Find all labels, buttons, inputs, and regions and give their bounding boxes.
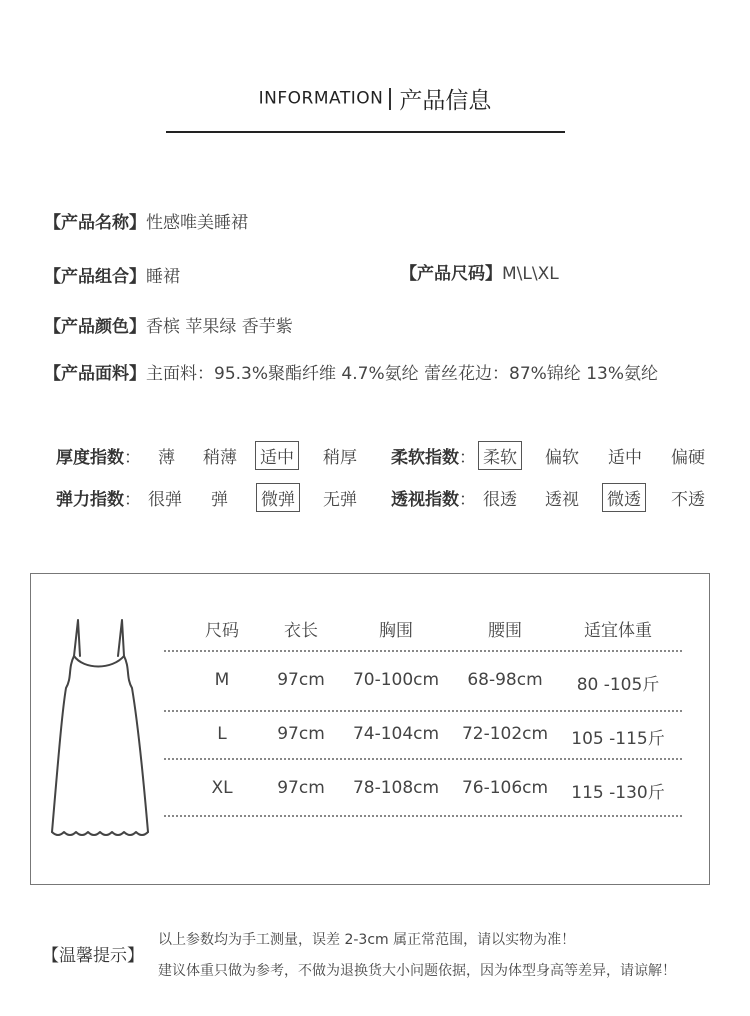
- table-cell: 97cm: [277, 670, 325, 690]
- header-title-cn: 产品信息: [399, 88, 492, 114]
- thickness-index: [56, 443, 141, 468]
- header-underline: [166, 131, 565, 133]
- info-label: 【产品颜色】: [44, 317, 146, 337]
- info-row-color: [44, 312, 293, 337]
- dotted-divider: [164, 815, 682, 817]
- transparency-option: 不透: [671, 490, 705, 510]
- slip-dress-illustration: [44, 612, 156, 844]
- info-label: 【产品尺码】: [400, 264, 502, 284]
- table-cell: 74-104cm: [352, 724, 440, 744]
- transparency-option-selected: 微透: [602, 483, 646, 512]
- info-value: 主面料：95.3%聚酯纤维 4.7%氨纶 蕾丝花边：87%锦纶 13%氨纶: [146, 364, 658, 384]
- index-colon: ：: [459, 490, 476, 510]
- elasticity-index: [56, 485, 141, 510]
- info-row-name: [44, 208, 248, 233]
- index-colon: ：: [124, 448, 141, 468]
- info-label: 【产品名称】: [44, 213, 146, 233]
- index-title: 弹力指数: [56, 490, 124, 510]
- info-label: 【产品组合】: [44, 267, 146, 287]
- info-label: 【产品面料】: [44, 364, 146, 384]
- thickness-option-selected: 适中: [255, 441, 299, 470]
- table-header-cell: 衣长: [284, 621, 318, 641]
- header-divider: [389, 88, 391, 110]
- index-colon: ：: [124, 490, 141, 510]
- tips-label: 【温馨提示】: [42, 946, 144, 966]
- info-value: 香槟 苹果绿 香芋紫: [146, 317, 293, 337]
- table-header-cell: 腰围: [488, 621, 522, 641]
- table-cell: 105 -115斤: [571, 729, 665, 749]
- table-cell: 68-98cm: [467, 670, 543, 690]
- index-title: 透视指数: [391, 490, 459, 510]
- table-cell: 97cm: [277, 778, 325, 798]
- table-cell: 76-106cm: [461, 778, 549, 798]
- dotted-divider: [164, 758, 682, 760]
- transparency-option: 很透: [483, 490, 517, 510]
- table-cell: 80 -105斤: [576, 675, 660, 695]
- index-title: 柔软指数: [391, 448, 459, 468]
- dotted-divider: [164, 710, 682, 712]
- table-cell: 70-100cm: [352, 670, 440, 690]
- table-cell: 115 -130斤: [571, 783, 665, 803]
- table-header-cell: 胸围: [379, 621, 413, 641]
- thickness-option: 稍厚: [323, 448, 357, 468]
- info-row-combo: [44, 262, 180, 287]
- index-colon: ：: [459, 448, 476, 468]
- softness-option: 偏硬: [671, 448, 705, 468]
- table-cell-size: L: [217, 724, 227, 744]
- index-title: 厚度指数: [56, 448, 124, 468]
- softness-option: 偏软: [545, 448, 579, 468]
- table-header-cell: 适宜体重: [584, 621, 652, 641]
- elasticity-option-selected: 微弹: [256, 483, 300, 512]
- elasticity-option: 弹: [211, 490, 228, 510]
- dotted-divider: [164, 650, 682, 652]
- header-title-en: INFORMATION: [258, 88, 384, 109]
- thickness-option: 稍薄: [203, 448, 237, 468]
- transparency-option: 透视: [545, 490, 579, 510]
- section-header: [0, 82, 750, 115]
- info-value: 性感唯美睡裙: [146, 213, 248, 233]
- info-value: 睡裙: [146, 267, 180, 287]
- elasticity-option: 很弹: [148, 490, 182, 510]
- info-value: M\L\XL: [502, 264, 559, 284]
- thickness-option: 薄: [158, 448, 175, 468]
- tips-line-1: 以上参数均为手工测量，误差 2-3cm 属正常范围，请以实物为准！: [158, 932, 576, 948]
- table-cell: 97cm: [277, 724, 325, 744]
- tips-line-2: 建议体重只做为参考，不做为退换货大小问题依据，因为体型身高等差异，请谅解！: [158, 963, 676, 979]
- info-row-fabric: [44, 359, 658, 384]
- elasticity-option: 无弹: [323, 490, 357, 510]
- info-row-size: [400, 259, 559, 284]
- softness-index: [391, 443, 476, 468]
- softness-option: 适中: [608, 448, 642, 468]
- table-cell-size: XL: [211, 778, 233, 798]
- table-cell-size: M: [214, 670, 230, 690]
- table-cell: 78-108cm: [352, 778, 440, 798]
- table-header-cell: 尺码: [205, 621, 239, 641]
- softness-option-selected: 柔软: [478, 441, 522, 470]
- table-cell: 72-102cm: [461, 724, 549, 744]
- transparency-index: [391, 485, 476, 510]
